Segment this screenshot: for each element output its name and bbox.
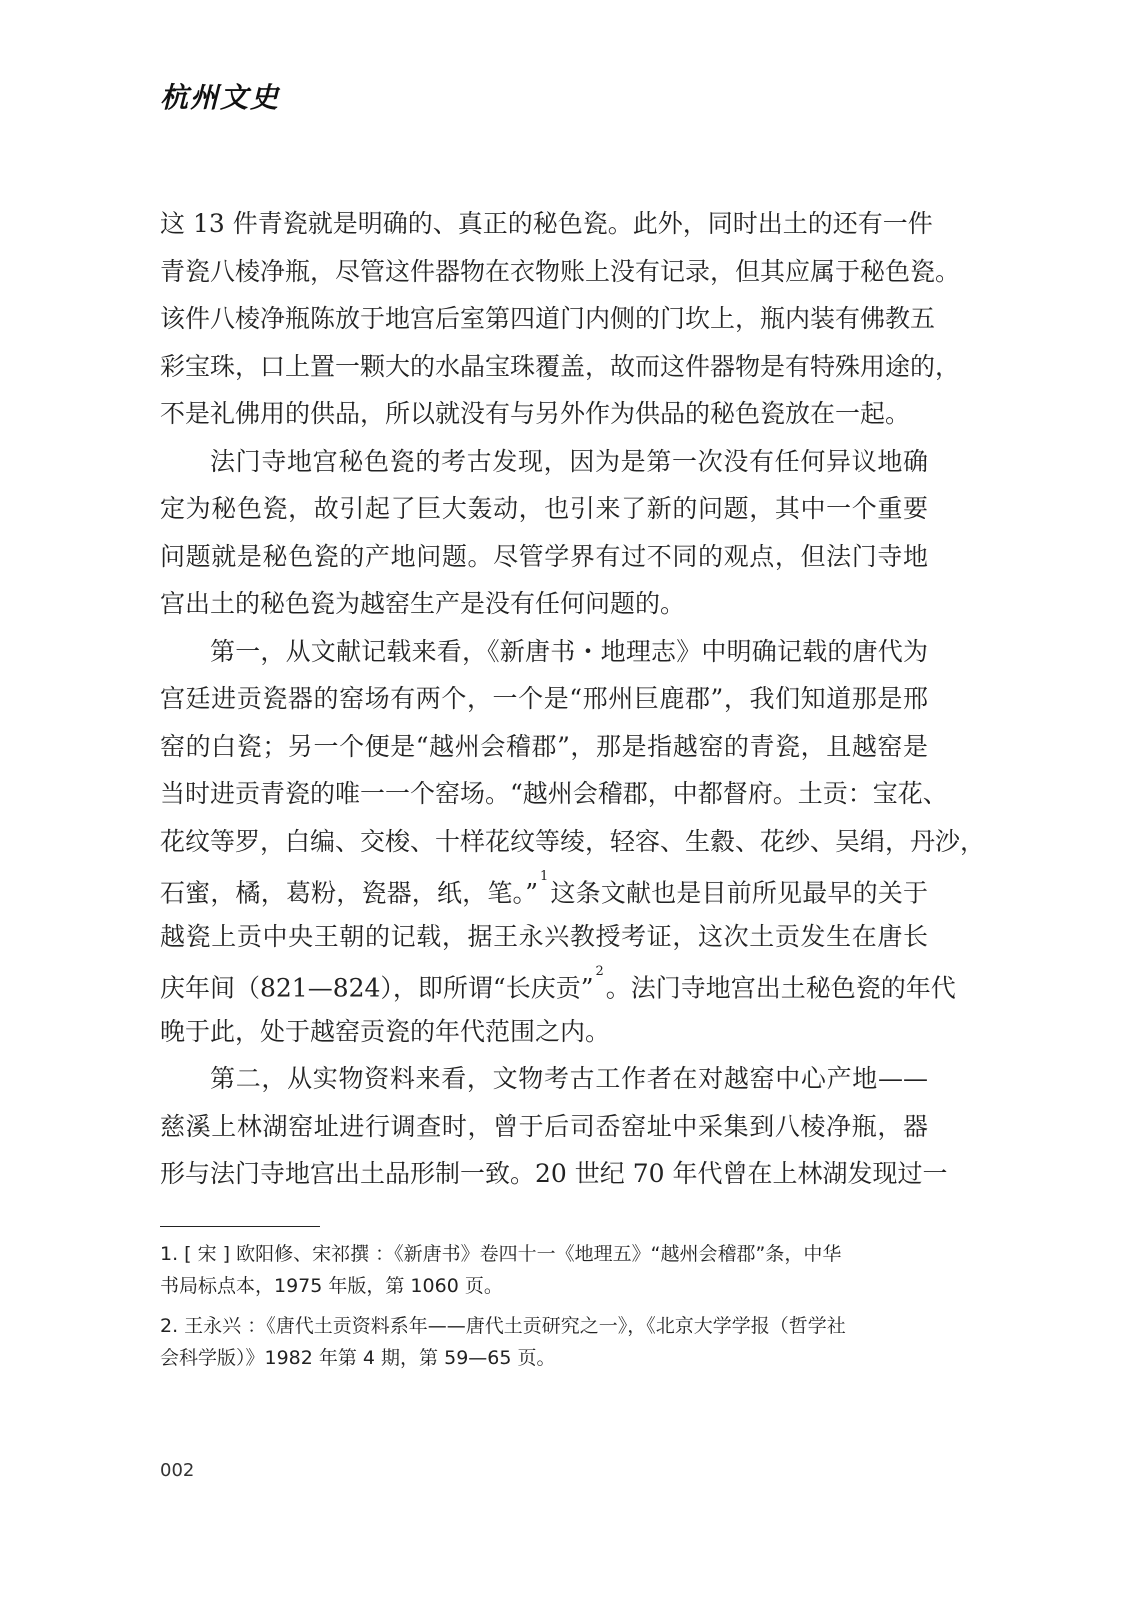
footnote-ref-1[interactable]: 1 <box>540 869 549 884</box>
body-line <box>160 960 956 1008</box>
body-line-part: 这条文献也是目前所见最早的关于 <box>550 878 928 908</box>
body-line: 第一，从文献记载来看，《新唐书・地理志》中明确记载的唐代为 <box>210 636 928 666</box>
footnote-1-line: 1. [ 宋 ] 欧阳修、宋祁撰 ：《新唐书》卷四十一《地理五》“越州会稽郡”条，中华 <box>160 1243 842 1265</box>
body-line: 宫出土的秘色瓷为越窑生产是没有任何问题的。 <box>160 589 686 618</box>
body-text <box>160 200 986 1198</box>
footnote-ref-2[interactable]: 2 <box>595 964 604 979</box>
body-line: 慈溪上林湖窑址进行调查时，曾于后司岙窑址中采集到八棱净瓶，器 <box>160 1111 928 1141</box>
footnotes <box>160 1239 928 1375</box>
body-line: 法门寺地宫秘色瓷的考古发现，因为是第一次没有任何异议地确 <box>210 446 928 476</box>
body-line-part: 石蜜，橘，葛粉，瓷器，纸，笔。” <box>160 878 538 908</box>
body-line-part: 。法门寺地宫出土秘色瓷的年代 <box>605 973 956 1003</box>
footnote-divider <box>160 1226 320 1227</box>
body-line: 青瓷八棱净瓶，尽管这件器物在衣物账上没有记录，但其应属于秘色瓷。 <box>160 256 961 286</box>
body-line: 该件八棱净瓶陈放于地宫后室第四道门内侧的门坎上，瓶内装有佛教五 <box>160 304 936 333</box>
page-number: 002 <box>160 1460 195 1481</box>
running-header-title: 杭州文史 <box>160 81 281 114</box>
body-line: 定为秘色瓷，故引起了巨大轰动，也引来了新的问题，其中一个重要 <box>160 494 928 523</box>
body-line: 当时进贡青瓷的唯一一个窑场。“越州会稽郡，中都督府。土贡：宝花、 <box>160 779 948 808</box>
body-line <box>160 865 928 913</box>
body-line: 越瓷上贡中央王朝的记载，据王永兴教授考证，这次土贡发生在唐长 <box>160 921 928 951</box>
footnote-2-line: 会科学版）》1982 年第 4 期，第 59—65 页。 <box>160 1347 556 1369</box>
body-line: 窑的白瓷；另一个便是“越州会稽郡”，那是指越窑的青瓷，且越窑是 <box>160 731 928 761</box>
footnote-1-line: 书局标点本，1975 年版，第 1060 页。 <box>160 1275 503 1297</box>
body-line: 不是礼佛用的供品，所以就没有与另外作为供品的秘色瓷放在一起。 <box>160 399 911 428</box>
body-line: 花纹等罗，白编、交梭、十样花纹等绫，轻容、生縠、花纱、吴绢，丹沙， <box>160 826 986 856</box>
body-line: 晚于此，处于越窑贡瓷的年代范围之内。 <box>160 1016 611 1046</box>
body-line: 第二，从实物资料来看，文物考古工作者在对越窑中心产地—— <box>210 1064 928 1093</box>
body-line-part: 庆年间（821—824），即所谓“长庆贡” <box>160 973 594 1003</box>
footnote-2-line: 2. 王永兴 ：《唐代土贡资料系年——唐代土贡研究之一》，《北京大学学报（哲学社 <box>160 1315 846 1337</box>
body-line: 彩宝珠，口上置一颗大的水晶宝珠覆盖，故而这件器物是有特殊用途的， <box>160 351 961 381</box>
body-line: 形与法门寺地宫出土品形制一致。20 世纪 70 年代曾在上林湖发现过一 <box>160 1159 948 1188</box>
body-line: 问题就是秘色瓷的产地问题。尽管学界有过不同的观点，但法门寺地 <box>160 541 928 571</box>
body-line: 这 13 件青瓷就是明确的、真正的秘色瓷。此外，同时出土的还有一件 <box>160 209 933 238</box>
body-line: 宫廷进贡瓷器的窑场有两个，一个是“邢州巨鹿郡”，我们知道那是邢 <box>160 684 928 713</box>
